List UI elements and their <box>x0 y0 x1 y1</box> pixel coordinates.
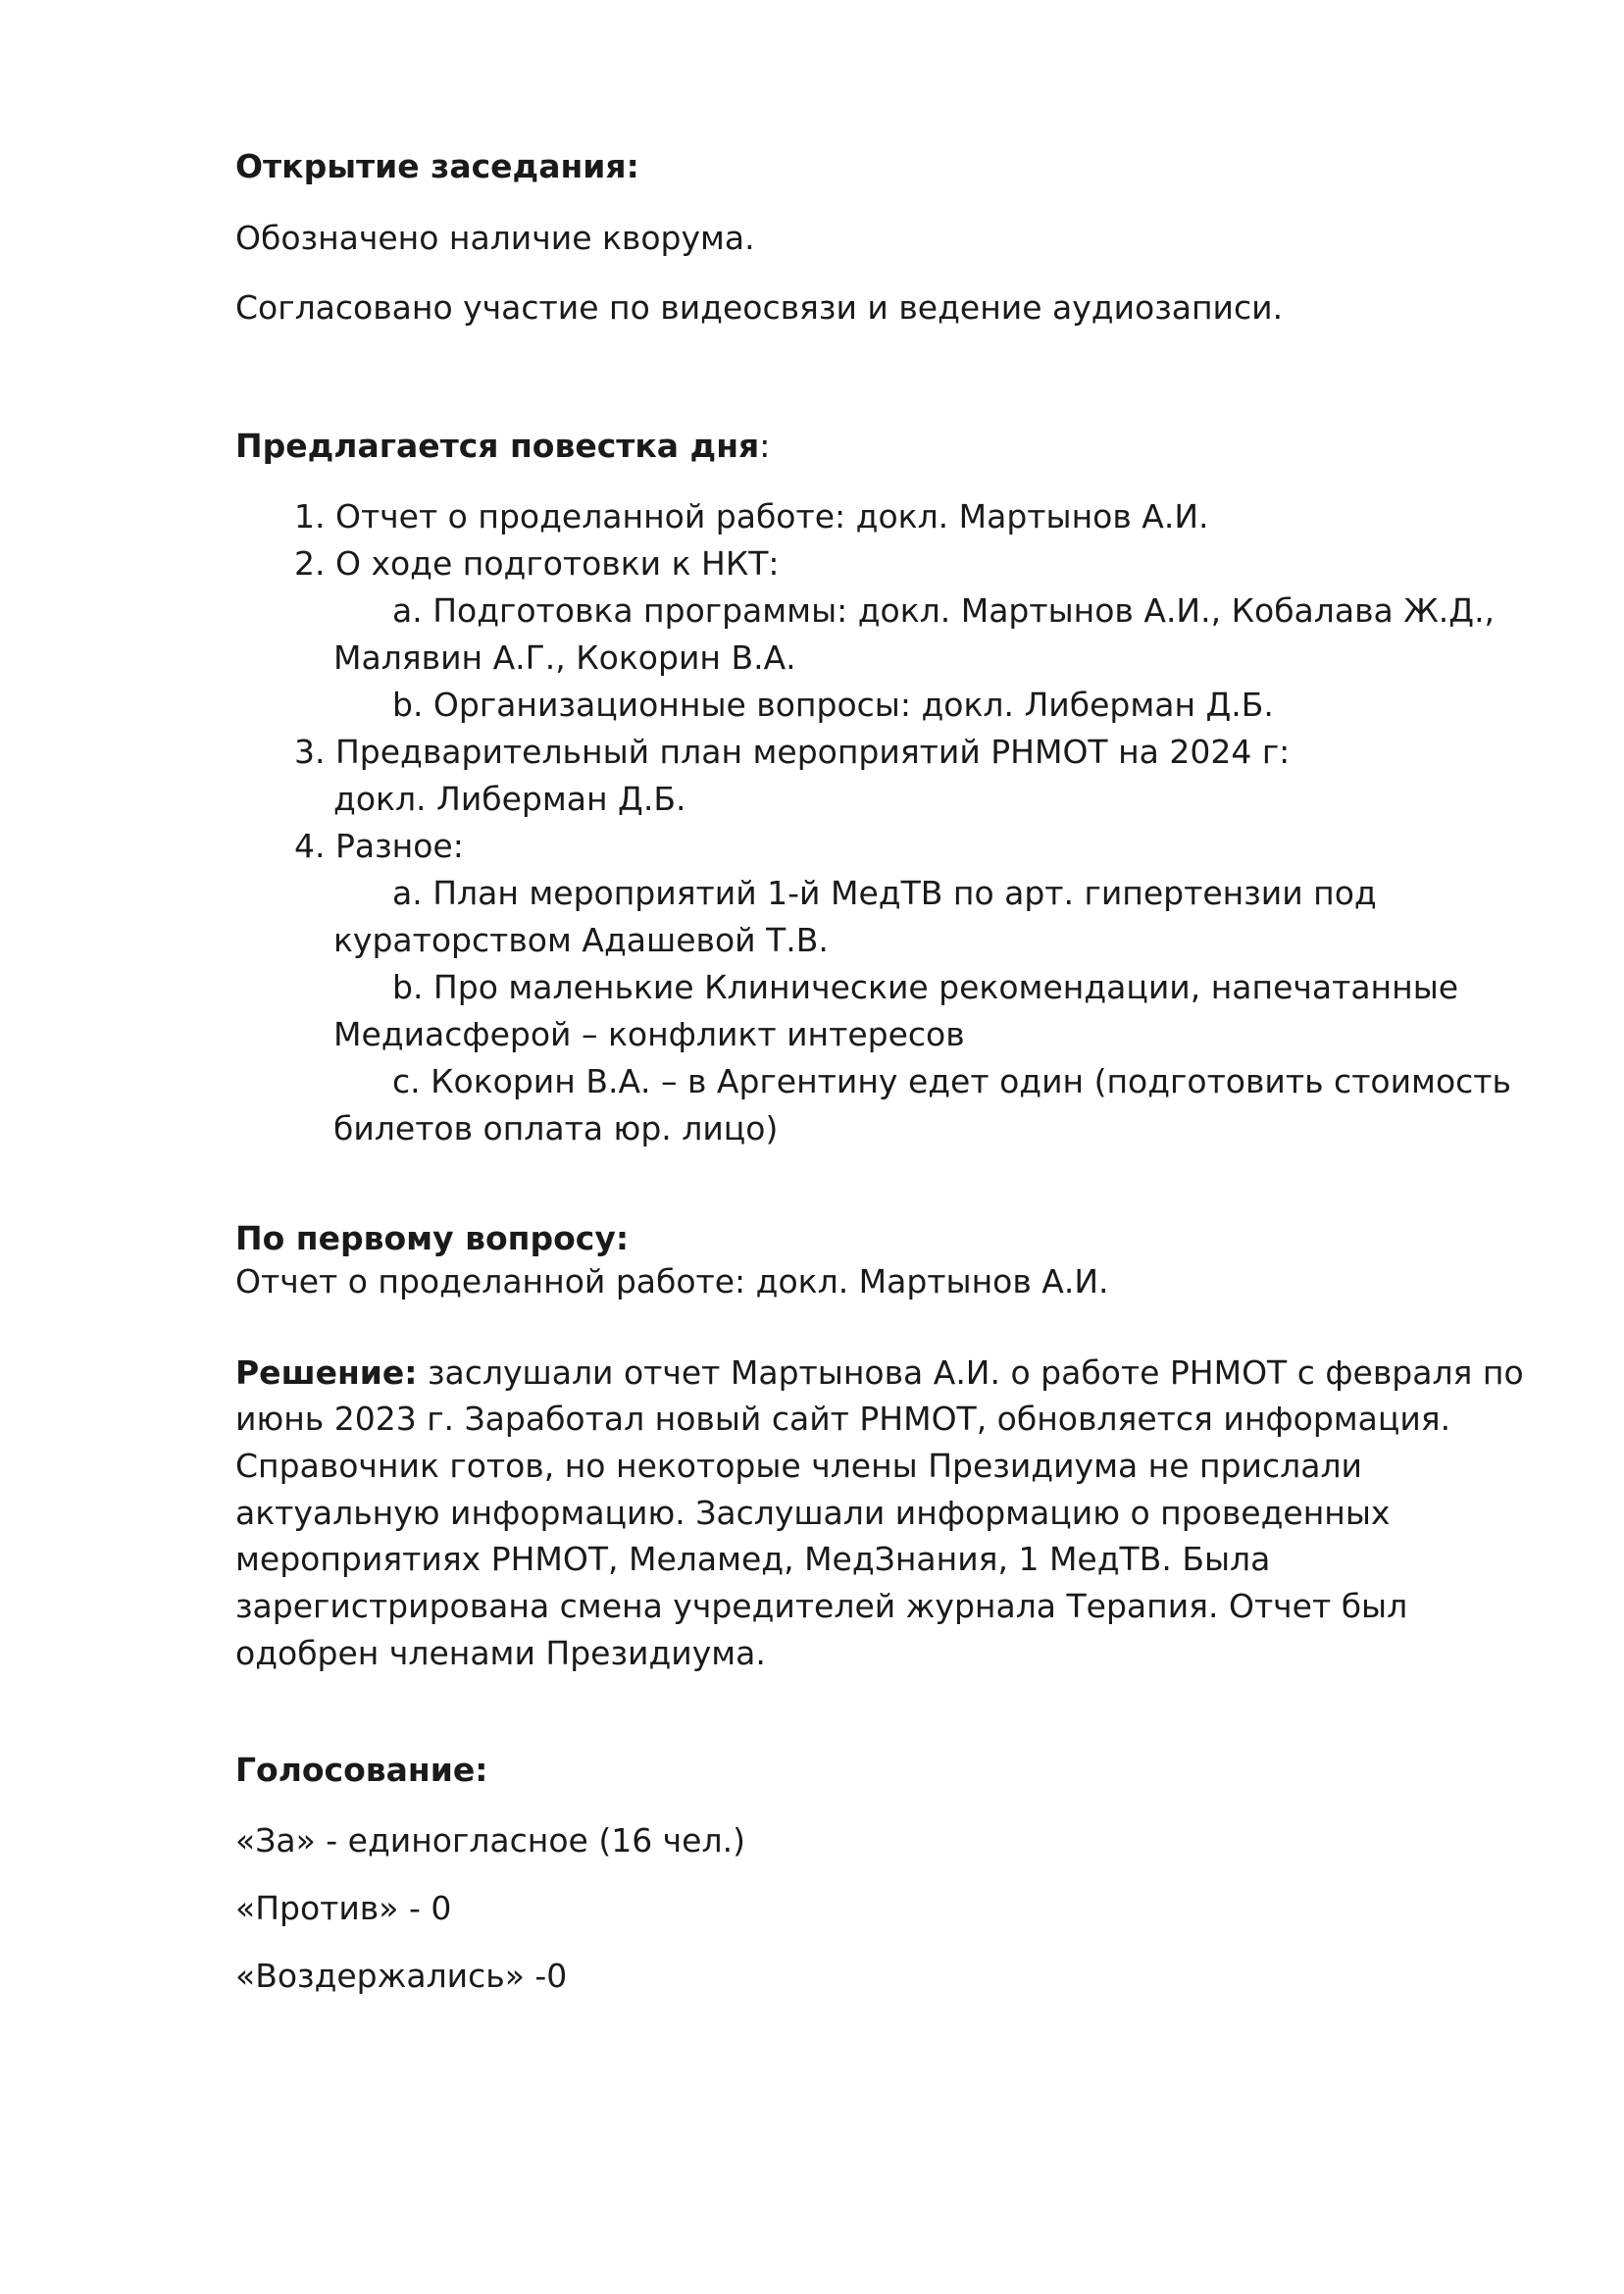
agenda-heading <box>235 427 771 465</box>
agenda-item-cont: докл. Либерман Д.Б. <box>333 780 686 818</box>
decision-line <box>235 1353 1525 1392</box>
decision-line-last: одобрен членами Президиума. <box>235 1634 766 1672</box>
agenda-subitem-cont: кураторством Адашевой Т.В. <box>333 921 829 959</box>
agenda-subitem-cont: Медиасферой – конфликт интересов <box>333 1015 965 1053</box>
decision-text: заслушали отчет Мартынова А.И. о работе РНМОТ с февраля по <box>417 1353 1524 1392</box>
agenda-heading-colon: : <box>759 427 771 465</box>
agenda-item: 2. О ходе подготовки к НКТ: <box>294 544 780 583</box>
agenda-subitem: a. План мероприятий 1-й МедТВ по арт. гипертензии под <box>392 874 1377 912</box>
vote-for: «За» - единогласное (16 чел.) <box>235 1821 745 1860</box>
agenda-item: 1. Отчет о проделанной работе: докл. Мартынов А.И. <box>294 497 1209 535</box>
agenda-subitem: c. Кокорин В.А. – в Аргентину едет один (подготовить стоимость <box>392 1062 1511 1100</box>
decision-label: Решение: <box>235 1353 418 1392</box>
voting-heading: Голосование: <box>235 1751 488 1789</box>
vote-against: «Против» - 0 <box>235 1889 452 1927</box>
agenda-subitem-cont: Малявин А.Г., Кокорин В.А. <box>333 638 796 677</box>
agenda-item: 3. Предварительный план мероприятий РНМОТ на 2024 г: <box>294 733 1291 771</box>
opening-line: Обозначено наличие кворума. <box>235 219 755 257</box>
decision-line: актуальную информацию. Заслушали информацию о проведенных <box>235 1494 1391 1532</box>
decision-line: мероприятиях РНМОТ, Меламед, МедЗнания, 1 МедТВ. Была <box>235 1540 1271 1578</box>
first-question-subtitle: Отчет о проделанной работе: докл. Мартынов А.И. <box>235 1262 1109 1300</box>
decision-line: зарегистрирована смена учредителей журнала Терапия. Отчет был <box>235 1587 1408 1625</box>
opening-heading: Открытие заседания: <box>235 147 639 185</box>
agenda-item: 4. Разное: <box>294 827 464 865</box>
decision-line: июнь 2023 г. Заработал новый сайт РНМОТ, обновляется информация. <box>235 1400 1451 1438</box>
agenda-subitem-cont: билетов оплата юр. лицо) <box>333 1109 779 1147</box>
agenda-subitem: a. Подготовка программы: докл. Мартынов А.И., Кобалава Ж.Д., <box>392 591 1496 630</box>
agenda-subitem: b. Про маленькие Клинические рекомендации, напечатанные <box>392 968 1459 1006</box>
agenda-heading-text: Предлагается повестка дня <box>235 427 760 465</box>
agenda-subitem: b. Организационные вопросы: докл. Либерман Д.Б. <box>392 686 1274 724</box>
opening-line: Согласовано участие по видеосвязи и ведение аудиозаписи. <box>235 288 1284 327</box>
decision-line: Справочник готов, но некоторые члены Президиума не прислали <box>235 1447 1363 1485</box>
vote-abstained: «Воздержались» -0 <box>235 1957 568 1995</box>
first-question-heading: По первому вопросу: <box>235 1219 630 1257</box>
